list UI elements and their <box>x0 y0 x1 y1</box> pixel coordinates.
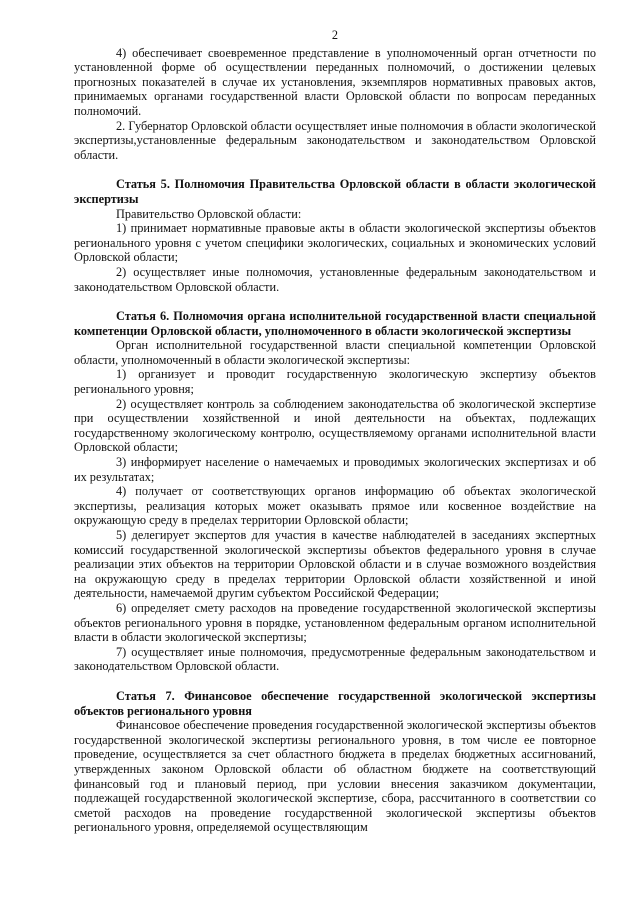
article-7-heading: Статья 7. Финансовое обеспечение государственной экологической экспертизы объектов регионального уровня <box>74 688 596 718</box>
page-number: 2 <box>331 28 339 42</box>
paragraph: 6) определяет смету расходов на проведение государственной экологической экспертизы объектов регионального уровня в порядке, установленном федеральным органом исполнительной власти в области экологической экспертизы; <box>74 600 596 645</box>
paragraph: 2) осуществляет контроль за соблюдением законодательства об экологической экспертизе при осуществлении хозяйственной и иной деятельности на объектах, подлежащих государственному экологическому контролю, осуществляемому органами исполнительной власти Орловской области; <box>74 396 596 455</box>
paragraph: 1) организует и проводит государственную экологическую экспертизу объектов регионального уровня; <box>74 367 596 397</box>
paragraph: 7) осуществляет иные полномочия, предусмотренные федеральным законодательством и законодательством Орловской области. <box>74 644 596 674</box>
paragraph: 4) получает от соответствующих органов информацию об объектах экологической экспертизы, реализация которых может оказывать прямое или косвенное воздействие на окружающую среду в пределах территории Орловской области; <box>74 484 596 528</box>
paragraph: Финансовое обеспечение проведения государственной экологической экспертизы объектов государственной экологической экспертизы регионального уровня, в том числе ее повторное проведение, осуществляется за счет областного бюджета в пределах бюджетных ассигнований, утвержденных законом Орловской области об областном бюджете на соответствующий финансовый год и плановый период, при условии внесения заказчиком документации, подлежащей государственной экологической экспертизе, сбора, рассчитанного в соответствии со сметой расходов на проведение государственной экологической экспертизы объектов регионального уровня, определяемой осуществляющим <box>74 718 596 835</box>
paragraph: 4) обеспечивает своевременное представление в уполномоченный орган отчетности по установленной форме об осуществлении переданных полномочий, о достижении целевых прогнозных показателей в случае их установления, экземпляров нормативных правовых актов, принимаемых органами государственной власти Орловской области по вопросам переданных полномочий. <box>74 45 596 118</box>
paragraph: Правительство Орловской области: <box>116 206 302 221</box>
paragraph: 2. Губернатор Орловской области осуществляет иные полномочия в области экологической экспертизы,установленные федеральным законодательством и законодательством Орловской области. <box>74 118 596 162</box>
paragraph: 5) делегирует экспертов для участия в качестве наблюдателей в заседаниях экспертных комиссий государственной экологической экспертизы объектов федерального уровня в случае реализации этих объектов на территории Орловской области и в случае возможного воздействия на окружающую среду в пределах территории Орловской области хозяйственной и иной деятельности, намечаемой другим субъектом Российской Федерации; <box>74 528 596 601</box>
article-5-heading: Статья 5. Полномочия Правительства Орловской области в области экологической экспертизы <box>74 177 596 206</box>
paragraph: 2) осуществляет иные полномочия, установленные федеральным законодательством и законодательством Орловской области. <box>74 264 596 294</box>
paragraph: 3) информирует население о намечаемых и проводимых экологических экспертизах и об их результатах; <box>74 455 596 484</box>
article-6-heading: Статья 6. Полномочия органа исполнительной государственной власти специальной компетенции Орловской области, уполномоченного в области экологической экспертизы <box>74 309 596 338</box>
paragraph: Орган исполнительной государственной власти специальной компетенции Орловской области, уполномоченный в области экологической экспертизы: <box>74 338 596 367</box>
paragraph: 1) принимает нормативные правовые акты в области экологической экспертизы объектов регионального уровня с учетом специфики экологических, социальных и экономических условий Орловской области; <box>74 221 596 265</box>
